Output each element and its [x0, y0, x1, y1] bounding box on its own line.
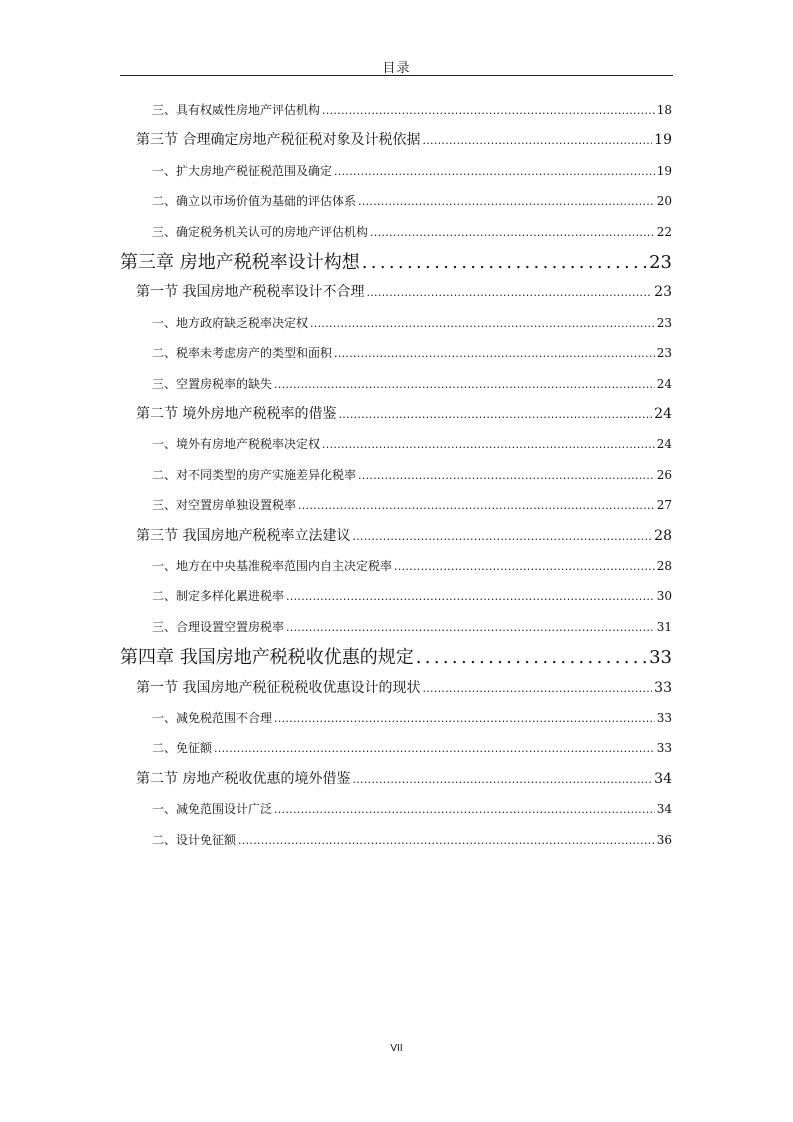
dot-leader: [286, 621, 655, 634]
dot-leader: [338, 408, 652, 421]
dot-leader: [322, 438, 655, 451]
dot-leader: [422, 682, 652, 695]
toc-entry-page-number: 23: [649, 252, 672, 273]
dot-leader: [422, 134, 652, 147]
toc-entry-label: 第二节 房地产税收优惠的境外借鉴: [136, 770, 351, 787]
toc-entry-label: 第三节 合理确定房地产税征税对象及计税依据: [136, 132, 421, 149]
toc-entry-page-number: 24: [656, 376, 672, 391]
toc-entry-page-number: 33: [649, 647, 672, 669]
dot-leader: [298, 499, 655, 512]
page-header-title: 目录: [382, 61, 411, 76]
toc-entry-label: 三、空置房税率的缺失: [152, 376, 273, 391]
dot-leader: [362, 252, 647, 273]
toc-entry-page-number: 30: [656, 589, 672, 604]
toc-entry-page-number: 23: [656, 315, 672, 330]
toc-entry[interactable]: [152, 375, 672, 392]
dot-leader: [394, 560, 655, 573]
toc-entry[interactable]: [136, 403, 672, 423]
toc-entry-label: 一、减免税范围不合理: [152, 711, 273, 725]
toc-entry[interactable]: [152, 800, 672, 817]
toc-entry-label: 三、确定税务机关认可的房地产评估机构: [152, 224, 369, 239]
toc-entry-page-number: 26: [656, 467, 672, 482]
toc-entry-label: 一、地方政府缺乏税率决定权: [152, 315, 309, 330]
toc-entry-label: 二、对不同类型的房产实施差异化税率: [152, 467, 357, 482]
dot-leader: [334, 347, 655, 360]
toc-entry-page-number: 27: [656, 498, 672, 513]
toc-entry[interactable]: [152, 587, 672, 604]
toc-entry[interactable]: [136, 677, 672, 697]
toc-entry[interactable]: [136, 768, 672, 788]
toc-entry[interactable]: [152, 557, 672, 574]
dot-leader: [322, 104, 655, 117]
toc-entry-label: 三、合理设置空置房税率: [152, 619, 285, 634]
toc-entry[interactable]: [120, 248, 672, 274]
dot-leader: [358, 195, 655, 208]
dot-leader: [214, 742, 655, 755]
toc-entry[interactable]: [152, 831, 672, 848]
toc-entry-label: 三、对空置房单独设置税率: [152, 498, 297, 513]
toc-entry-label: 第四章 我国房地产税税收优惠的规定: [120, 647, 414, 669]
toc-entry[interactable]: [120, 643, 672, 669]
toc-entry-page-number: 23: [656, 346, 672, 361]
toc-entry[interactable]: [152, 314, 672, 331]
toc-entry-page-number: 33: [656, 711, 672, 725]
toc-entry-label: 二、确立以市场价值为基础的评估体系: [152, 194, 357, 209]
toc-entry-label: 第一节 我国房地产税税率设计不合理: [136, 284, 365, 301]
toc-entry[interactable]: [152, 223, 672, 240]
toc-entry-label: 二、免征额: [152, 741, 213, 756]
dot-leader: [238, 834, 655, 847]
toc-entry[interactable]: [152, 709, 672, 726]
dot-leader: [310, 317, 655, 330]
toc-entry-label: 二、税率未考虑房产的类型和面积: [152, 346, 333, 361]
toc-entry-page-number: 20: [656, 194, 672, 209]
toc-entry-page-number: 19: [656, 163, 672, 178]
dot-leader: [358, 469, 655, 482]
toc-entry-page-number: 34: [656, 802, 672, 817]
dot-leader: [366, 286, 652, 299]
toc-entry-label: 一、境外有房地产税税率决定权: [152, 437, 321, 452]
toc-entry-page-number: 22: [656, 224, 672, 239]
dot-leader: [370, 226, 655, 239]
toc-entry-label: 第一节 我国房地产税征税税收优惠设计的现状: [136, 679, 421, 696]
toc-entry-label: 一、地方在中央基准税率范围内自主决定税率: [152, 559, 393, 573]
toc-entry[interactable]: [152, 739, 672, 756]
toc-entry-page-number: 28: [656, 559, 672, 573]
toc-entry[interactable]: [152, 101, 672, 118]
toc-entry[interactable]: [152, 162, 672, 179]
toc-entry-page-number: 31: [656, 619, 672, 634]
dot-leader: [416, 647, 647, 668]
toc-entry-label: 一、扩大房地产税征税范围及确定: [152, 163, 333, 178]
header-rule: [120, 75, 673, 76]
dot-leader: [274, 378, 655, 391]
toc-entry[interactable]: [152, 618, 672, 635]
toc-entry-page-number: 33: [656, 741, 672, 756]
dot-leader: [352, 530, 652, 543]
toc-entry-page-number: 24: [656, 437, 672, 452]
toc-entry-label: 第三节 我国房地产税税率立法建议: [136, 527, 351, 544]
toc-entry-page-number: 33: [654, 679, 672, 696]
dot-leader: [286, 590, 655, 603]
toc-entry-label: 第三章 房地产税税率设计构想: [120, 252, 360, 273]
toc-entry[interactable]: [152, 435, 672, 452]
dot-leader: [274, 712, 655, 725]
dot-leader: [352, 773, 652, 786]
toc-entry-page-number: 18: [656, 103, 672, 117]
toc-entry[interactable]: [136, 281, 672, 301]
toc-entry-label: 一、减免范围设计广泛: [152, 802, 273, 817]
toc-entry-page-number: 19: [654, 132, 672, 149]
toc-entry-page-number: 28: [654, 527, 672, 544]
page-number: VII: [390, 1043, 403, 1054]
toc-entry[interactable]: [152, 496, 672, 513]
dot-leader: [334, 165, 655, 178]
toc-entry-label: 第二节 境外房地产税税率的借鉴: [136, 406, 337, 422]
toc-entry-label: 三、具有权威性房地产评估机构: [152, 103, 321, 117]
toc-entry[interactable]: [152, 192, 672, 209]
toc-entry[interactable]: [152, 344, 672, 361]
toc-entry-page-number: 24: [654, 406, 672, 422]
toc-entry-page-number: 36: [656, 832, 672, 847]
dot-leader: [274, 803, 655, 816]
toc-entry[interactable]: [136, 525, 672, 545]
toc-entry-page-number: 34: [654, 770, 672, 787]
toc-entry-label: 二、制定多样化累进税率: [152, 589, 285, 604]
toc-entry[interactable]: [136, 129, 672, 149]
toc-entry[interactable]: [152, 466, 672, 483]
toc-entry-label: 二、设计免征额: [152, 832, 237, 847]
toc-entry-page-number: 23: [654, 284, 672, 301]
